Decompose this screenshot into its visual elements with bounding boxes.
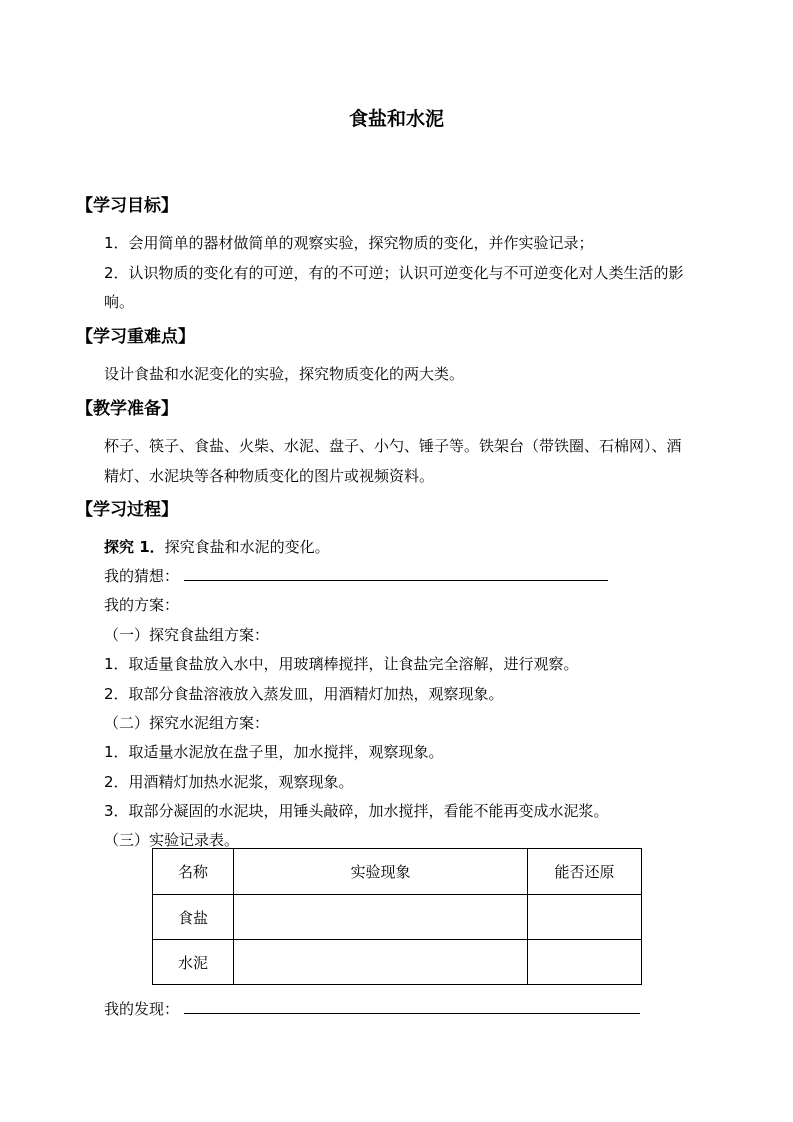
table-row bbox=[153, 895, 642, 940]
guess-label: 我的猜想： bbox=[104, 567, 180, 585]
process-heading: 【学习过程】 bbox=[76, 500, 178, 520]
table-cell-reversible[interactable] bbox=[528, 895, 642, 940]
explore-1-label: 探究 1． bbox=[104, 538, 165, 556]
table-header-name: 名称 bbox=[153, 849, 234, 895]
objective-item-1: 1．会用简单的器材做简单的观察实验，探究物质的变化，并作实验记录； bbox=[104, 234, 594, 252]
preparation-line-2: 精灯、水泥块等各种物质变化的图片或视频资料。 bbox=[104, 467, 435, 485]
key-points-heading: 【学习重难点】 bbox=[76, 327, 195, 347]
cement-step-1: 1．取适量水泥放在盘子里，加水搅拌，观察现象。 bbox=[104, 743, 444, 761]
table-cell-reversible[interactable] bbox=[528, 940, 642, 985]
table-cell-phenomenon[interactable] bbox=[234, 940, 528, 985]
cement-group-heading: （二）探究水泥组方案： bbox=[104, 714, 270, 732]
page-title: 食盐和水泥 bbox=[348, 108, 444, 130]
record-table bbox=[152, 848, 642, 985]
plan-label: 我的方案： bbox=[104, 596, 180, 614]
explore-1-line bbox=[104, 536, 330, 557]
cement-step-2: 2．用酒精灯加热水泥浆，观察现象。 bbox=[104, 773, 354, 791]
table-cell-name: 食盐 bbox=[153, 895, 234, 940]
key-points-text: 设计食盐和水泥变化的实验，探究物质变化的两大类。 bbox=[104, 365, 465, 383]
cement-step-3: 3．取部分凝固的水泥块，用锤头敲碎，加水搅拌，看能不能再变成水泥浆。 bbox=[104, 802, 609, 820]
table-cell-phenomenon[interactable] bbox=[234, 895, 528, 940]
record-table-label: （三）实验记录表。 bbox=[104, 831, 240, 849]
explore-1-text: 探究食盐和水泥的变化。 bbox=[164, 538, 330, 556]
guess-answer-line[interactable] bbox=[184, 580, 608, 581]
finding-label: 我的发现： bbox=[104, 1000, 180, 1018]
salt-group-heading: （一）探究食盐组方案： bbox=[104, 626, 270, 644]
table-header-row bbox=[153, 849, 642, 895]
preparation-line-1: 杯子、筷子、食盐、火柴、水泥、盘子、小勺、锤子等。铁架台（带铁圈、石棉网）、酒 bbox=[104, 437, 682, 455]
finding-answer-line[interactable] bbox=[184, 1013, 640, 1014]
preparation-heading: 【教学准备】 bbox=[76, 399, 178, 419]
table-header-reversible: 能否还原 bbox=[528, 849, 642, 895]
objective-item-2-line-1: 2．认识物质的变化有的可逆，有的不可逆；认识可逆变化与不可逆变化对人类生活的影 bbox=[104, 264, 684, 282]
table-row bbox=[153, 940, 642, 985]
table-cell-name: 水泥 bbox=[153, 940, 234, 985]
objective-item-2-line-2: 响。 bbox=[104, 293, 135, 311]
salt-step-1: 1．取适量食盐放入水中，用玻璃棒搅拌，让食盐完全溶解，进行观察。 bbox=[104, 655, 579, 673]
table-header-phenomenon: 实验现象 bbox=[234, 849, 528, 895]
objectives-heading: 【学习目标】 bbox=[76, 196, 178, 216]
salt-step-2: 2．取部分食盐溶液放入蒸发皿，用酒精灯加热，观察现象。 bbox=[104, 685, 504, 703]
